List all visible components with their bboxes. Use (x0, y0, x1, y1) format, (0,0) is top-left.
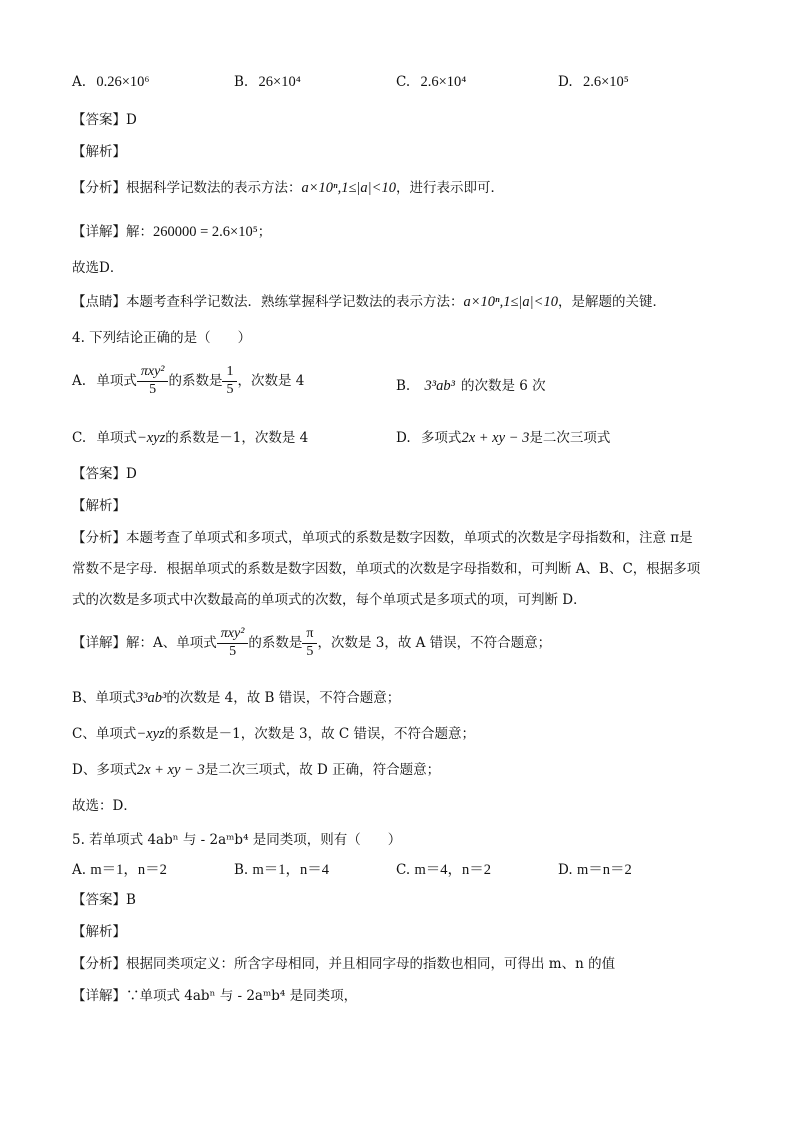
dianjing-tag: 【点睛】 (72, 294, 126, 310)
sci-notation-formula: a×10ⁿ,1≤|a|<10 (301, 180, 396, 196)
q4-xiangjie-b (72, 686, 400, 707)
math-expr: −xyz (136, 726, 165, 742)
q3-option-b (234, 74, 301, 91)
q3-option-c (396, 74, 466, 91)
answer-tag: 【答案】 (72, 466, 126, 482)
option-text: 的系数是 (168, 372, 223, 389)
xiangjie-text: 解：A、单项式 (126, 634, 217, 651)
fraction (139, 364, 167, 399)
fraction-numerator: π (306, 626, 314, 641)
fraction-denominator: 5 (222, 381, 237, 399)
fraction (304, 626, 315, 661)
option-text: 是二次三项式 (529, 430, 611, 446)
q3-conclusion: 故选D． (72, 260, 124, 276)
sci-notation-formula: a×10ⁿ,1≤|a|<10 (463, 294, 558, 310)
fraction-denominator: 5 (137, 381, 169, 399)
q5-option-a (72, 858, 167, 879)
fraction-numerator: πxy² (140, 364, 165, 379)
xiangjie-text: ∵单项式 4abⁿ 与 - 2aᵐb⁴ 是同类项， (126, 988, 358, 1004)
option-letter: A. (72, 862, 87, 878)
xiangjie-tag: 【详解】 (72, 224, 126, 240)
q4-xiangjie-a (72, 626, 551, 661)
q5-analysis-heading (72, 920, 126, 940)
option-text: 多项式 (420, 430, 462, 446)
fraction (219, 626, 247, 661)
q4-conclusion: 故选：D． (72, 798, 137, 814)
fenxi-tag: 【分析】 (72, 180, 126, 196)
q3-fenxi (72, 176, 504, 197)
fenxi-text: 根据同类项定义：所含字母相同，并且相同字母的指数也相同，可得出 m、n 的值 (126, 956, 616, 972)
q4-fenxi-line2: 常数不是字母．根据单项式的系数是数字因数，单项式的次数是字母指数和，可判断 A、B、C，根据多项 (72, 561, 701, 577)
option-text: 的系数是－1，次数是 4 (165, 430, 309, 446)
answer-tag: 【答案】 (72, 112, 126, 128)
q5-xiangjie (72, 984, 357, 1004)
option-text: m＝1，n＝4 (252, 862, 330, 878)
option-letter: B. (234, 74, 249, 90)
fraction-numerator: πxy² (220, 626, 245, 641)
xiangjie-text: B、单项式 (72, 690, 136, 706)
option-letter: C. (396, 74, 411, 90)
fenxi-tag: 【分析】 (72, 956, 126, 972)
option-text: 的次数是 6 次 (460, 378, 546, 394)
option-letter: D. (396, 430, 411, 446)
answer-value: D (126, 112, 137, 128)
xiangjie-text: 解： (126, 224, 153, 240)
math-expr: 2x + xy − 3 (136, 762, 205, 778)
q4-option-d (396, 426, 610, 447)
xiangjie-text: 是二次三项式，故 D 正确，符合题意； (204, 762, 441, 778)
option-text: 26×10⁴ (258, 74, 301, 90)
q3-option-a (72, 74, 149, 91)
fenxi-text: 本题考查了单项式和多项式，单项式的系数是数字因数，单项式的次数是字母指数和，注意 π是 (126, 530, 693, 546)
option-letter: D. (558, 862, 573, 878)
xiangjie-tag: 【详解】 (72, 634, 126, 651)
fenxi-text: 根据科学记数法的表示方法： (126, 180, 302, 196)
q5-fenxi (72, 952, 615, 972)
xiangjie-text: 的系数是 (248, 634, 303, 651)
q5-option-c (396, 858, 491, 879)
option-letter: B. (396, 378, 411, 394)
q4-xiangjie-c (72, 722, 475, 743)
q4-fenxi (72, 526, 693, 546)
dianjing-text-end: ，是解题的关键． (557, 294, 666, 310)
analysis-tag: 【解析】 (72, 144, 126, 160)
q5-option-d (558, 858, 632, 879)
q3-analysis-heading (72, 140, 126, 160)
answer-tag: 【答案】 (72, 892, 126, 908)
q4-option-c (72, 426, 308, 447)
math-expr: −xyz (136, 430, 166, 446)
analysis-tag: 【解析】 (72, 924, 126, 940)
option-text: m＝4，n＝2 (414, 862, 491, 878)
option-text: ，次数是 4 (237, 372, 305, 389)
option-text: 2.6×10⁵ (582, 74, 629, 90)
q5-stem: 5. 若单项式 4abⁿ 与 - 2aᵐb⁴ 是同类项，则有（ ） (72, 832, 402, 848)
math-expr: 3³ab³ (424, 378, 455, 394)
option-text: m＝n＝2 (576, 862, 632, 878)
xiangjie-text: C、单项式 (72, 726, 137, 742)
q3-answer (72, 108, 137, 128)
answer-value: D (126, 466, 137, 482)
option-text: 单项式 (96, 430, 137, 446)
option-letter: D. (558, 74, 573, 90)
xiangjie-text-end: ； (257, 224, 272, 240)
q3-option-d (558, 74, 629, 91)
fraction-numerator: 1 (226, 364, 234, 379)
option-text: m＝1，n＝2 (90, 862, 167, 878)
xiangjie-text: ，次数是 3，故 A 错误，不符合题意； (317, 634, 552, 651)
xiangjie-text: D、多项式 (72, 762, 137, 778)
fraction-denominator: 5 (302, 643, 317, 661)
fraction (224, 364, 235, 399)
math-expr: 3³ab³ (135, 690, 167, 706)
q4-stem: 4. 下列结论正确的是（ ） (72, 330, 252, 346)
q4-xiangjie-d (72, 758, 440, 779)
q5-answer (72, 888, 136, 908)
q3-xiangjie (72, 220, 271, 241)
xiangjie-text: 的系数是－1，次数是 3，故 C 错误，不符合题意； (164, 726, 476, 742)
option-letter: A. (72, 372, 87, 389)
math-expr: 2x + xy − 3 (461, 430, 530, 446)
xiangjie-tag: 【详解】 (72, 988, 126, 1004)
option-letter: A. (72, 74, 87, 90)
option-letter: C. (72, 430, 87, 446)
dianjing-text: 本题考查科学记数法．熟练掌握科学记数法的表示方法： (126, 294, 464, 310)
fenxi-tag: 【分析】 (72, 530, 126, 546)
q4-option-a (72, 364, 304, 399)
q4-answer (72, 462, 137, 482)
fenxi-text-end: ，进行表示即可． (395, 180, 504, 196)
option-text: 单项式 (96, 372, 137, 389)
answer-value: B (126, 892, 136, 908)
option-letter: C. (396, 862, 411, 878)
analysis-tag: 【解析】 (72, 498, 126, 514)
xiangjie-math: 260000 = 2.6×10⁵ (153, 224, 258, 240)
option-text: 0.26×10⁶ (96, 74, 150, 90)
q5-option-b (234, 858, 329, 879)
fraction-denominator: 5 (217, 643, 249, 661)
q4-fenxi-line3: 式的次数是多项式中次数最高的单项式的次数，每个单项式是多项式的项，可判断 D． (72, 592, 587, 608)
q4-analysis-heading (72, 494, 126, 514)
q4-option-b (396, 374, 546, 395)
q3-dianjing (72, 290, 666, 311)
option-text: 2.6×10⁴ (420, 74, 467, 90)
option-letter: B. (234, 862, 249, 878)
xiangjie-text: 的次数是 4，故 B 错误，不符合题意； (166, 690, 401, 706)
